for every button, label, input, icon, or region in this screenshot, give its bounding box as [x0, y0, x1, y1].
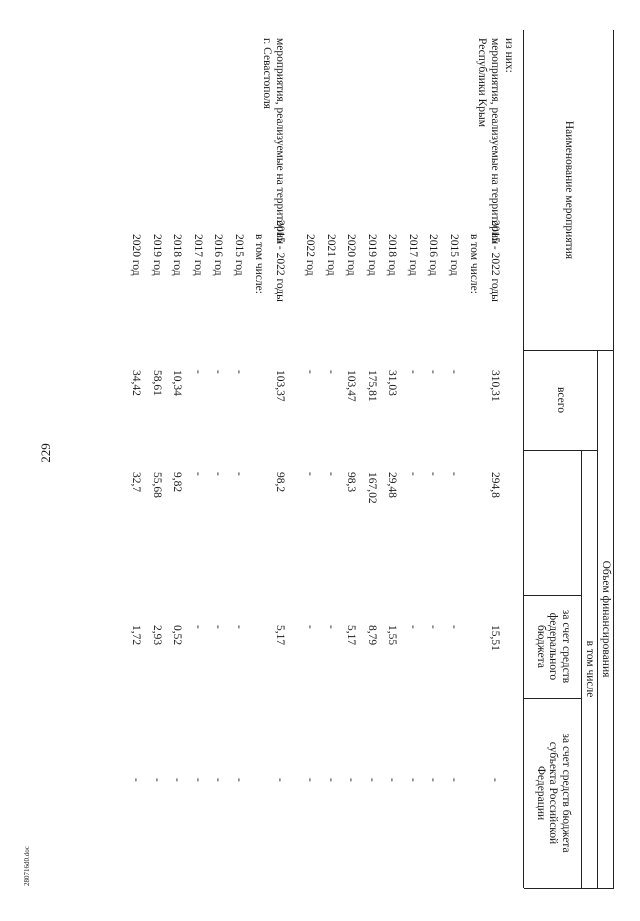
period-cell: 2016 год [427, 234, 440, 276]
period-cell: 2015 год [448, 234, 460, 276]
total-cell: - [304, 370, 317, 374]
federal-cell: 98,2 [274, 472, 286, 493]
extra-cell: - [274, 778, 286, 782]
total-cell: - [427, 370, 440, 374]
subject-cell: 0,52 [171, 625, 184, 646]
total-cell: 31,03 [386, 370, 399, 396]
federal-cell: 29,48 [386, 472, 399, 498]
federal-cell: - [212, 472, 225, 476]
period-cell: 2016 год [212, 234, 225, 276]
federal-cell: 9,82 [171, 472, 184, 493]
subject-cell: - [233, 625, 245, 629]
extra-cell: - [192, 778, 204, 782]
header-funding: Объем финансирования [600, 560, 613, 678]
total-cell: 34,42 [130, 370, 143, 396]
header-total: всего [555, 387, 568, 413]
federal-cell: - [192, 472, 204, 476]
period-cell: 2017 год [407, 234, 419, 276]
extra-cell: - [171, 778, 184, 782]
subject-cell: 8,79 [366, 625, 378, 646]
header-federal: за счет средств федерального бюджета [534, 609, 573, 684]
subject-cell: - [212, 625, 225, 629]
extra-cell: - [366, 778, 378, 782]
federal-cell: - [427, 472, 440, 476]
subject-cell: 15,51 [489, 625, 501, 651]
period-cell: 2015 - 2022 годы [274, 220, 286, 302]
total-cell: - [448, 370, 460, 374]
period-cell: 2017 год [192, 234, 204, 276]
extra-cell: - [304, 778, 317, 782]
federal-cell: 55,68 [151, 472, 163, 498]
period-cell: 2018 год [171, 234, 184, 276]
extra-cell: - [233, 778, 245, 782]
period-cell: в том числе: [468, 234, 481, 294]
federal-cell: 98,3 [345, 472, 358, 493]
extra-cell: - [325, 778, 337, 782]
federal-cell: 32,7 [130, 472, 143, 493]
federal-cell: - [448, 472, 460, 476]
period-cell: 2022 год [304, 234, 317, 276]
period-cell: 2015 год [233, 234, 245, 276]
subject-cell: 1,55 [386, 625, 399, 646]
extra-cell: - [386, 778, 399, 782]
period-cell: 2015 - 2022 годы [489, 220, 501, 302]
subject-cell: - [192, 625, 204, 629]
total-cell: 103,47 [345, 370, 358, 402]
period-cell: 2021 год [325, 234, 337, 276]
extra-cell: - [427, 778, 440, 782]
header-divider-5 [524, 888, 614, 889]
extra-cell: - [345, 778, 358, 782]
total-cell: - [233, 370, 245, 374]
subject-cell: - [427, 625, 440, 629]
extra-cell: - [151, 778, 163, 782]
header-subject: за счет средств бюджета субъекта Российской Федерации [534, 733, 573, 853]
group-name-2: г. Севастополя [261, 38, 273, 109]
subject-cell: - [304, 625, 317, 629]
header-name: Наименование мероприятия [563, 120, 576, 260]
rotated-table [18, 30, 618, 888]
federal-cell: - [407, 472, 419, 476]
subject-cell: - [325, 625, 337, 629]
federal-cell: 167,02 [366, 472, 378, 504]
extra-cell: - [212, 778, 225, 782]
subject-cell: 2,93 [151, 625, 163, 646]
extra-cell: - [130, 778, 143, 782]
period-cell: 2019 год [151, 234, 163, 276]
group-name-1: мероприятия, реализуемые на территории [489, 38, 501, 245]
extra-cell: - [448, 778, 460, 782]
period-cell: в том числе: [253, 234, 266, 294]
federal-cell: - [233, 472, 245, 476]
subject-cell: 5,17 [345, 625, 358, 646]
period-cell: 2020 год [130, 234, 143, 276]
subject-cell: - [407, 625, 419, 629]
subject-cell: 1,72 [130, 625, 143, 646]
page-number: 229 [38, 443, 53, 463]
extra-cell: - [407, 778, 419, 782]
federal-cell: 294,8 [489, 472, 501, 498]
subject-cell: 5,17 [274, 625, 286, 646]
total-cell: 175,81 [366, 370, 378, 402]
header-including: в том числе [584, 640, 597, 698]
total-cell: 58,61 [151, 370, 163, 396]
total-cell: - [325, 370, 337, 374]
footer-file-code: 280716d0.doc [23, 846, 31, 886]
subject-cell: - [448, 625, 460, 629]
extra-cell: - [489, 778, 501, 782]
federal-cell: - [304, 472, 317, 476]
period-cell: 2019 год [366, 234, 378, 276]
total-cell: - [407, 370, 419, 374]
total-cell: 103,37 [274, 370, 286, 402]
intro-label: из них: [503, 38, 515, 73]
total-cell: 10,34 [171, 370, 184, 396]
group-name-1: Республики Крым [476, 38, 488, 127]
group-name-2: мероприятия, реализуемые на территории [274, 38, 286, 245]
total-cell: 310,31 [489, 370, 501, 402]
period-cell: 2020 год [345, 234, 358, 276]
federal-cell: - [325, 472, 337, 476]
total-cell: - [192, 370, 204, 374]
total-cell: - [212, 370, 225, 374]
period-cell: 2018 год [386, 234, 399, 276]
